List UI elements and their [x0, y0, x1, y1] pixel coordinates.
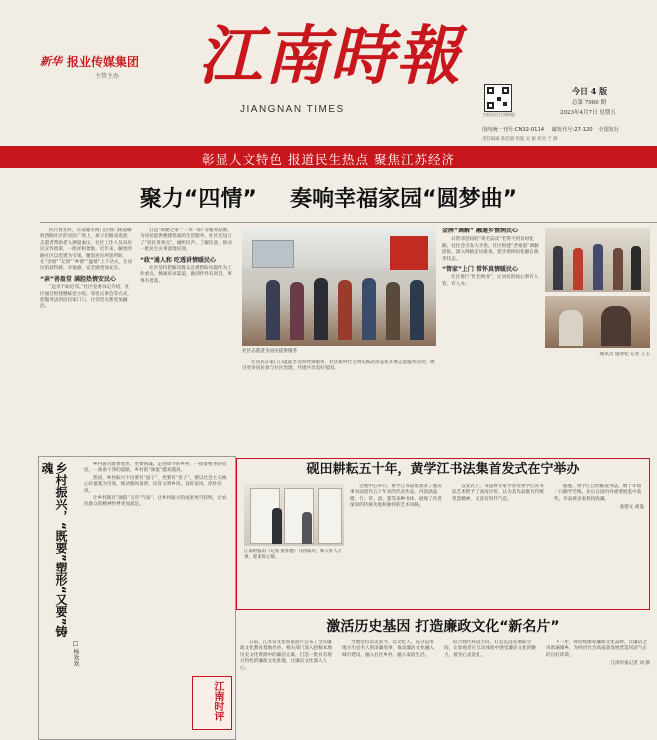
issue-pages: 今日 4 版	[572, 86, 608, 96]
qr-label: 扫码关注江南时报	[483, 112, 515, 117]
lead-headline-a: 聚力“四情”	[139, 187, 257, 212]
lead-col3-text: 让居民在家门口就能享受到周到服务，社区新时代文明实践站常态化开展志愿服务活动，吸引更多居民参与社区治理，共建共享美好家园。	[242, 360, 435, 372]
mid-col-3	[452, 484, 548, 602]
mid-col3-text: 首发式上，书法界专家学者对黄学江的书法艺术给予了高度评价，认为其作品既有传统笔墨精神，又富有时代气息。	[452, 484, 544, 502]
lead-col4-text: 日常邻里间的“鸡毛蒜皮”若得不到及时化解，往往会引发大矛盾。社区组建“老娘舅”调解团队，深入网格走访排查，把矛盾纠纷化解在萌芽状态。	[442, 237, 539, 262]
bottom-col3-text: 结合现代科技手段，打造沉浸式展陈空间，让参观者在互动体验中感受廉洁文化的魅力，接受心灵洗礼。	[444, 640, 536, 658]
mid-col4-text: 据悉，黄学江自幼酷爱书法，数十年如一日勤学苦练，先后在国内外重要展览中获奖，作品被多家机构收藏。	[554, 484, 642, 502]
mid-col2-text: 会展中心举行。黄学江书法集收录了他从事书法创作五十年来的代表作品，内容涵盖楷、行、草、隶、篆等多种书体，展现了作者深厚的传统功底和独特的艺术风格。	[350, 484, 442, 509]
masthead	[0, 0, 657, 178]
bottom-col4-text: 下一步，将持续擦亮廉政文化品牌，让廉洁之风吹遍城乡，为经济社会高质量发展营造风清气正的良好环境。	[546, 640, 648, 658]
lead-col4-subhead-2: “管家”上门 常怀真情暖民心	[442, 266, 518, 274]
column-author: □ 杨欢欢	[72, 640, 79, 667]
mid-photo-caption: 江南时报讯（记者 张祥德）马到成功，如人好人万事，迎来好心情。	[244, 549, 342, 560]
lead-col2-text: 打造“如厕之家”“一米一阳”等服务品牌，为居民提供便捷优质的生活服务。社区还设立了“居民说事点”，倾听民声、了解民意，推动一批民生实事落地见效。	[140, 228, 232, 253]
cn-code: 国内统一刊号:CN32-0114	[482, 127, 545, 133]
bottom-byline: 江南时报记者 刘 静	[610, 661, 650, 667]
lead-col-2	[140, 228, 234, 448]
column-text-2: 然而，乡村振兴不仅要有“面子”，更要有“里子”。要以社会主义核心价值观为引领，推动移风易俗，培育文明乡风、良好家风、淳朴民风。	[84, 475, 227, 494]
group-slogan: 新华	[40, 55, 62, 68]
publication-info	[482, 126, 652, 133]
bottom-col1-text: 日前，江苏省文化和旅游厅公布了全省廉政文化教育基地名单，相关部门深入挖掘本地历史文化资源中的廉洁元素，打造一批具有地方特色的廉政文化阵地，让廉洁文化深入人心。	[240, 640, 332, 671]
lead-col1-subhead: “亲”善盈堂 满腔热情安民心	[40, 275, 116, 283]
mid-photo	[244, 484, 344, 546]
mid-byline: 张德文 颜曼	[619, 505, 644, 511]
mid-col-4	[554, 484, 644, 602]
lead-photo-right-top	[545, 228, 650, 292]
column-text	[84, 462, 228, 672]
editors-line: 责任编辑 陈佳丽 组版 吴 敏 校对 于 静	[482, 137, 558, 142]
lead-photo-right-bottom	[545, 296, 650, 348]
column-section-tag	[192, 676, 232, 730]
masthead-pinyin: JIANGNAN TIMES	[240, 104, 345, 115]
column-text-1: 乡村振兴既要塑形，更要铸魂。走进如今的乡村，一排排整齐的房屋、一条条干净的道路，乡村的“颜值”越来越高。	[84, 462, 227, 474]
bottom-col-3	[444, 640, 540, 736]
lead-byline-text: 通讯员 施春松 记者 王玉	[599, 352, 650, 357]
lead-headline-b: 奏响幸福家园“圆梦曲”	[290, 187, 518, 212]
lead-col2-subhead: “政”通人和 吃透讲情暖民心	[140, 256, 216, 264]
bottom-col-2	[342, 640, 438, 736]
bottom-col2-text: 当地坚持以史鉴今、以文化人，充分运用地方历史名人的清廉故事，推动廉洁文化融入城市建设、融入社区乡村、融入家庭生活。	[342, 640, 434, 658]
group-name: 报业传媒集团	[67, 54, 140, 69]
column-text-3: 让乡村既有“颜值”又有“气质”，让乡村振兴的成果更可持续，让农民群众的精神世界更加富足。	[84, 496, 227, 508]
issue-date: 2023年4月7日 星期五	[560, 110, 616, 116]
issue-no: 总第 7960 期	[572, 100, 606, 106]
lead-col-1	[40, 228, 134, 448]
qr-code	[484, 84, 512, 112]
mid-col-2	[350, 484, 446, 602]
lead-col-4	[442, 228, 539, 448]
lead-col-3	[242, 360, 436, 440]
publication-scope: 全国发行	[598, 127, 620, 133]
slogan-text: 彰显人文特色 报道民生热点 聚焦江苏经济	[202, 152, 455, 167]
slogan-bar	[0, 146, 657, 168]
post-code: 邮发代号:27-120	[551, 127, 593, 133]
lead-headline	[0, 186, 657, 214]
lead-photo-caption: 社区志愿者为居民提供服务	[242, 349, 298, 354]
bottom-col-1	[240, 640, 336, 736]
lead-rule	[40, 222, 657, 223]
column-headline: 乡村振兴，“既要”塑形“又要”铸魂	[40, 462, 68, 638]
lead-col4-subhead: 金牌“调解” 融通乡情润民心	[442, 228, 518, 234]
lead-col1-text: 四月春光好，在南通市海门区海门街道解放西路社区的居民广场上，孩子们嬉戏追逐，志愿者帮助老人测量血压，社区工作人员向居民宣传政策，一派祥和景象。近年来，解放西路社区以党建为引领，聚焦居民所思所盼，在“亲情”“友情”“乡情”“温情”上下功夫，让居民的获得感、幸福感、安全感更加充实。	[40, 228, 133, 272]
lead-col2-text-b: 社区坚持把解决群众急难愁盼问题作为工作重点，畅通诉求渠道，做到件件有回音、事事有着落。	[140, 266, 232, 284]
masthead-title: 江南時報	[198, 19, 462, 94]
mid-headline: 砚田耕耘五十年，黄学江书法集首发式在宁举办	[306, 462, 580, 477]
lead-col4-text-b: 社区推行“红色物业”，让居民的烦心事有人管、有人办。	[442, 275, 539, 287]
group-logo	[40, 50, 210, 72]
lead-byline	[545, 352, 650, 368]
sponsor-label: 主管主办	[95, 73, 120, 80]
bottom-headline: 激活历史基因 打造廉政文化“新名片”	[326, 619, 560, 635]
lead-col1-text-b: “远亲不如近邻。”社区党委书记介绍，社区通过组建楼栋党小组、邻里议事会等方式，把服务送到居民家门口，让邻里关系更加融洽。	[40, 285, 132, 310]
lead-photo	[242, 228, 436, 346]
bottom-col-4	[546, 640, 650, 736]
column-section-label: 江南时评	[212, 681, 223, 721]
